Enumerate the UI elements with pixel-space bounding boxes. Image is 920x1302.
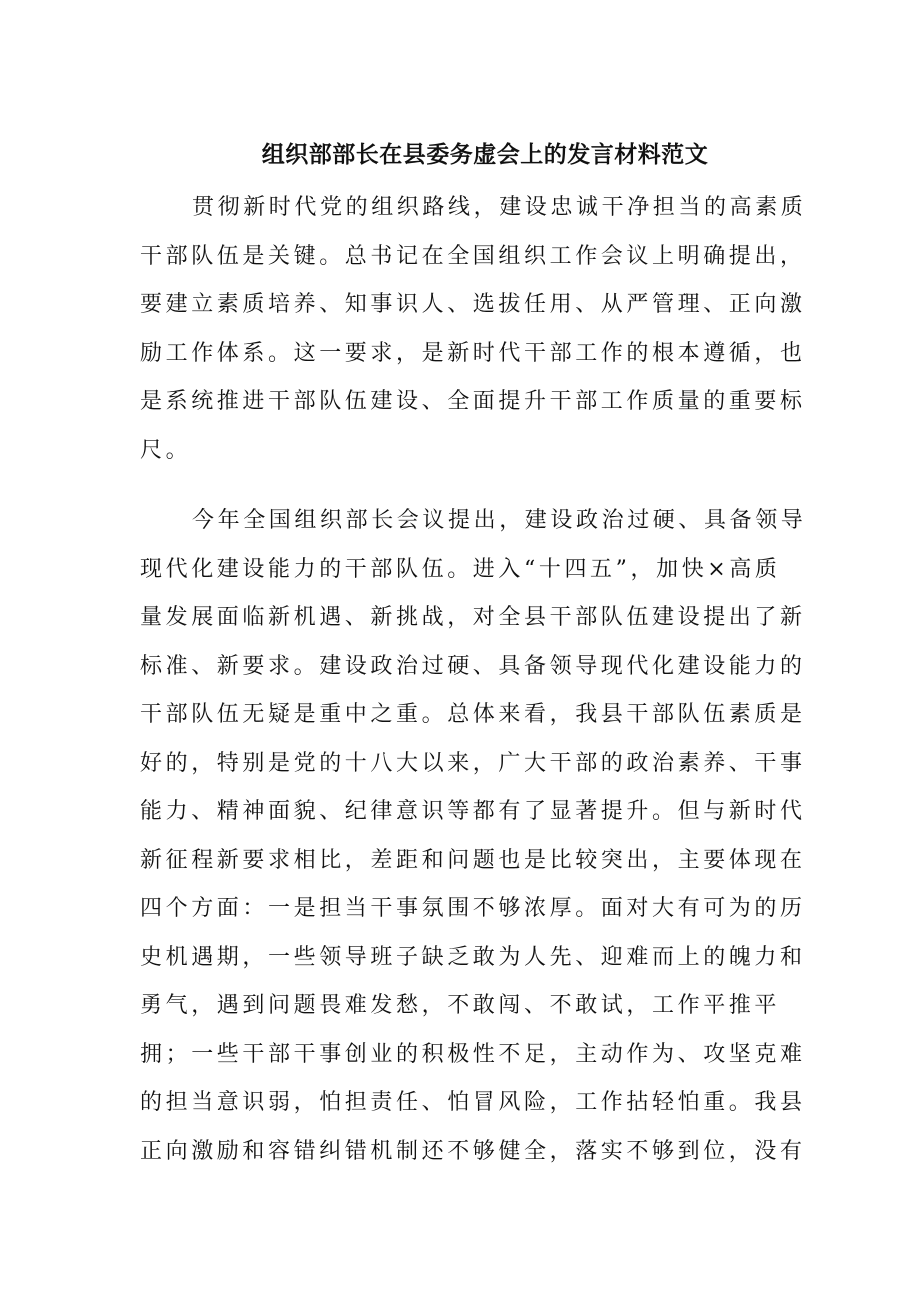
text-line: 勇气，遇到问题畏难发愁，不敢闯、不敢试，工作平推平: [140, 993, 781, 1018]
text-line: 是系统推进干部队伍建设、全面提升干部工作质量的重要标: [140, 389, 806, 414]
text-line: 现代化建设能力的干部队伍。进入“十四五”，加快×高质: [140, 556, 781, 582]
text-line: 标准、新要求。建设政治过硬、具备领导现代化建设能力的: [140, 653, 806, 679]
text-line: 史机遇期，一些领导班子缺乏敢为人先、迎难而上的魄力和: [140, 944, 806, 970]
text-line: 能力、精神面貌、纪律意识等都有了显著提升。但与新时代: [140, 799, 806, 824]
text-line: 励工作体系。这一要求，是新时代干部工作的根本遵循，也: [140, 340, 806, 366]
text-line: 要建立素质培养、知事识人、选拔任用、从严管理、正向激: [140, 292, 806, 317]
text-line: 的担当意识弱，怕担责任、怕冒风险，工作拈轻怕重。我县: [140, 1090, 806, 1115]
paragraph-1: [140, 184, 807, 475]
document-title: 组织部部长在县委务虚会上的发言材料范文: [261, 142, 709, 168]
text-line: 尺。: [140, 437, 192, 463]
text-line: 好的，特别是党的十八大以来，广大干部的政治素养、干事: [140, 750, 806, 776]
text-line: 干部队伍无疑是重中之重。总体来看，我县干部队伍素质是: [140, 702, 806, 727]
text-line: 干部队伍是关键。总书记在全国组织工作会议上明确提出，: [140, 243, 806, 269]
text-line: 四个方面：一是担当干事氛围不够浓厚。面对大有可为的历: [140, 896, 806, 921]
text-line: 贯彻新时代党的组织路线，建设忠诚干净担当的高素质: [192, 195, 807, 220]
text-line: 今年全国组织部长会议提出，建设政治过硬、具备领导: [192, 508, 807, 533]
text-line: 正向激励和容错纠错机制还不够健全，落实不够到位，没有: [140, 1138, 806, 1164]
text-line: 拥；一些干部干事创业的积极性不足，主动作为、攻坚克难: [140, 1041, 806, 1067]
text-line: 新征程新要求相比，差距和问题也是比较突出，主要体现在: [140, 847, 806, 873]
paragraph-2: [140, 497, 807, 1176]
text-line: 量发展面临新机遇、新挑战，对全县干部队伍建设提出了新: [140, 605, 806, 630]
